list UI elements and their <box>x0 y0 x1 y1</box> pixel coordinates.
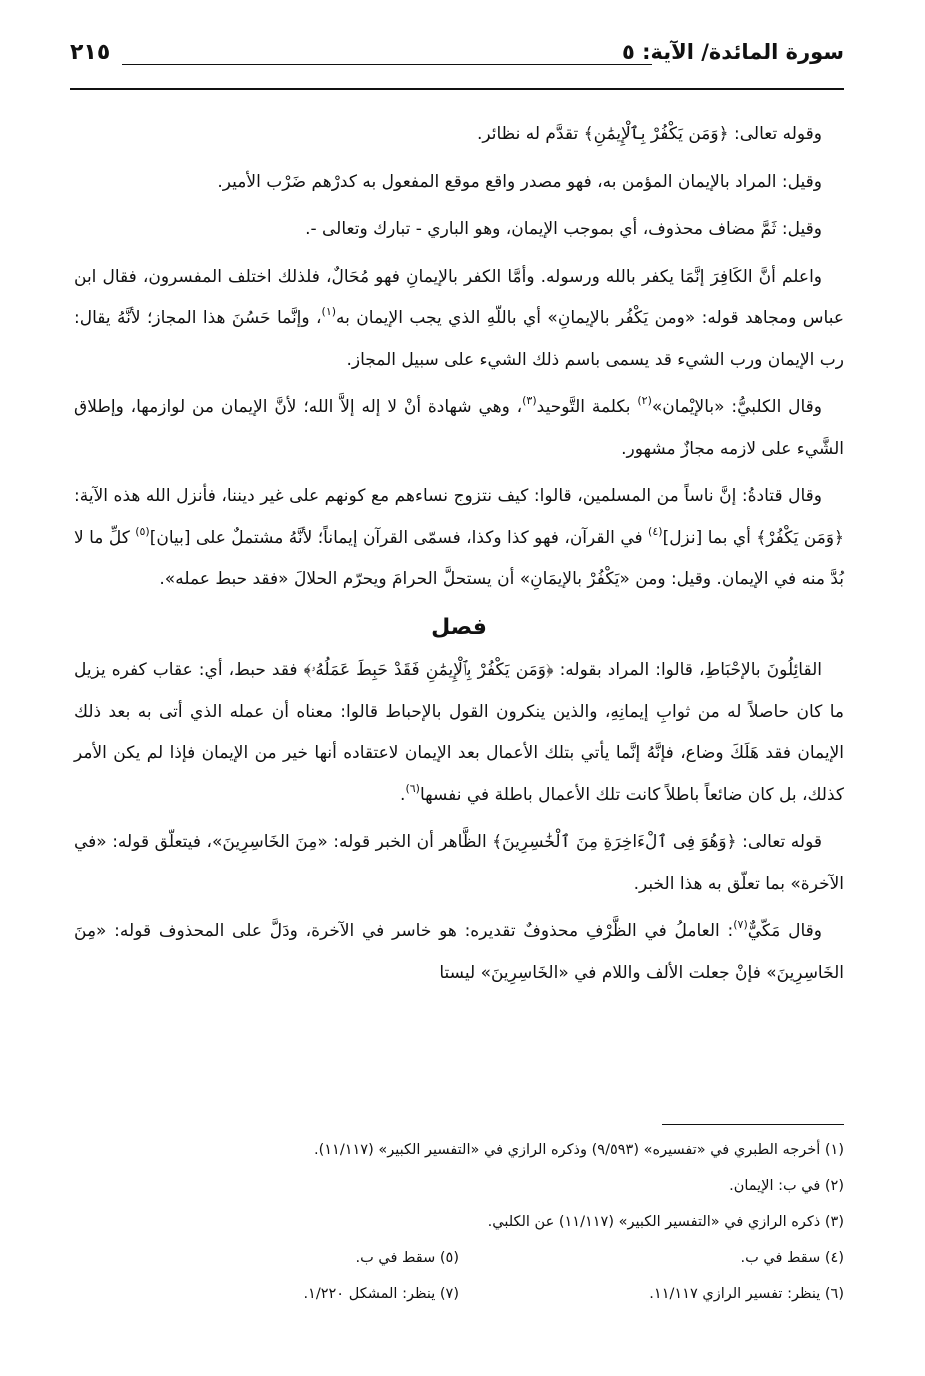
footnote-ref: (٥) <box>135 524 150 538</box>
footnote: (٥) سقط في ب. <box>355 1250 459 1266</box>
footnote-divider <box>662 1124 844 1125</box>
page-header <box>70 40 844 92</box>
paragraph: وقيل: ثَمَّ مضاف محذوف، أي بموجب الإيمان، وهو الباري - تبارك وتعالى -. <box>305 219 822 239</box>
footnote: (٢) في ب: الإيمان. <box>729 1178 844 1194</box>
footnotes <box>74 1132 844 1312</box>
footnote: (١) أخرجه الطبري في «تفسيره» (٩/٥٩٣) وذكره الرازي في «التفسير الكبير» (١١/١١٧). <box>313 1142 844 1158</box>
footnote-ref: (٦) <box>405 781 420 795</box>
main-text <box>74 114 844 1000</box>
footnote: (٦) ينظر: تفسير الرازي ١١/١١٧. <box>649 1286 844 1302</box>
paragraph: القائِلُونَ بالإحْبَاطِ، قالوا: المراد بقوله: ﴿وَمَن يَكْفُرْ بِٱلْإِيمَٰنِ فَقَدْ حَبِطَ عَمَلُهُۥ﴾ فقد حبط، أي: عقاب كفره يزيل ما كان حاصلاً له من ثوابِ إيمانِهِ، والذين ينكرون القول بالإحباط قالوا: معناه أن عمله الذي أتى به بعد ذلك الإيمان فقد هَلَكَ وضاع، فإنَّهُ إنَّما يأتي بتلك الأعمال بعد الإيمان لاعتقاده أنها خير من الإيمان فإذا لم يكن الأمر كذلك، بل كان ضائعاً باطلاً كانت تلك الأعمال باطلة في نفسها$^{(٦)}$. <box>74 660 844 805</box>
paragraph: واعلم أنَّ الكَافِرَ إنَّمَا يكفر بالله ورسوله. وأمَّا الكفر بالإيمانِ فهو مُحَالٌ، فلذلك اختلف المفسرون، فقال ابن عباس ومجاهد قوله: «ومن يَكْفُر بالإيمانِ» أي باللّهِ الذي يجب الإيمان به$^{(١)}$، وإنَّما حَسُنَ هذا المجاز؛ لأنَّهُ يقال: رب الإيمان ورب الشيء قد يسمى باسم ذلك الشيء على سبيل المجاز. <box>74 266 845 370</box>
footnote: (٤) سقط في ب. <box>740 1250 844 1266</box>
header-leader-line <box>122 64 652 65</box>
header-rule <box>70 88 844 90</box>
footnote-ref: (٧) <box>733 918 748 931</box>
page-number: ٢١٥ <box>70 40 111 65</box>
paragraph: وقال مَكّيٌّ$^{(٧)}$: العاملُ في الظَّرْفِ محذوفٌ تقديره: هو خاسر في الآخرة، ودَلَّ على المحذوف قوله: «مِنَ الخَاسِرِينَ» فإنْ جعلت الألف واللام في «الخَاسِرِينَ» ليستا <box>74 918 844 983</box>
footnote-ref: (١) <box>321 305 337 318</box>
paragraph: وقال الكلبيُّ: «بالإيْمان»$^{(٢)}$ بكلمة التَّوحيد$^{(٣)}$، وهي شهادة أنْ لا إله إلاَّ الله؛ لأنَّ الإيمان من لوازمها، وإطلاق الشَّيء على لازمه مجازٌ مشهور. <box>74 394 844 459</box>
paragraph: وقوله تعالى: ﴿وَمَن يَكْفُرْ بِٱلْإِيمَٰنِ﴾ تقدَّم له نظائر. <box>476 124 822 144</box>
section-heading: فصل <box>431 614 487 640</box>
paragraph: وقيل: المراد بالإيمان المؤمن به، فهو مصدر واقع موقع المفعول به كدرْهم ضَرْب الأمير. <box>217 171 822 192</box>
footnote-row <box>74 1276 844 1312</box>
paragraph: وقال قتادةُ: إنَّ ناساً من المسلمين، قالوا: كيف نتزوج نساءهم مع كونهم على غير ديننا، فأنزل الله هذه الآية: ﴿وَمَن يَكْفُرْ﴾ أي بما [نزل]$^{(٤)}$ في القرآن، فهو كذا وكذا، فسمّى القرآن إيماناً؛ لأنَّهُ مشتملٌ على [بيان]$^{(٥)}$ كلِّ ما لا بُدَّ منه في الإيمان. وقيل: ومن «يَكْفُرْ بالإيمَانِ» أن يستحلَّ الحرامَ ويحرّم الحلالَ «فقد حبط عمله». <box>74 486 845 589</box>
footnote-row <box>74 1240 844 1276</box>
running-title: سورة المائدة/ الآية: ٥ <box>621 40 844 64</box>
footnote: (٧) ينظر: المشكل ١/٢٢٠. <box>303 1286 459 1302</box>
paragraph: قوله تعالى: ﴿وَهُوَ فِى ٱلْءَاخِرَةِ مِنَ ٱلْخَٰسِرِينَ﴾ الظَّاهر أن الخبر قوله: «مِنَ الخَاسِرِينَ»، فيتعلّق قوله: «في الآخرة» بما تعلّق به هذا الخبر. <box>74 832 844 894</box>
footnote: (٣) ذكره الرازي في «التفسير الكبير» (١١/١١٧) عن الكلبي. <box>487 1214 844 1230</box>
footnote-ref: (٣) <box>522 394 537 407</box>
footnote-ref: (٤) <box>648 524 663 538</box>
footnote-ref: (٢) <box>637 394 652 407</box>
